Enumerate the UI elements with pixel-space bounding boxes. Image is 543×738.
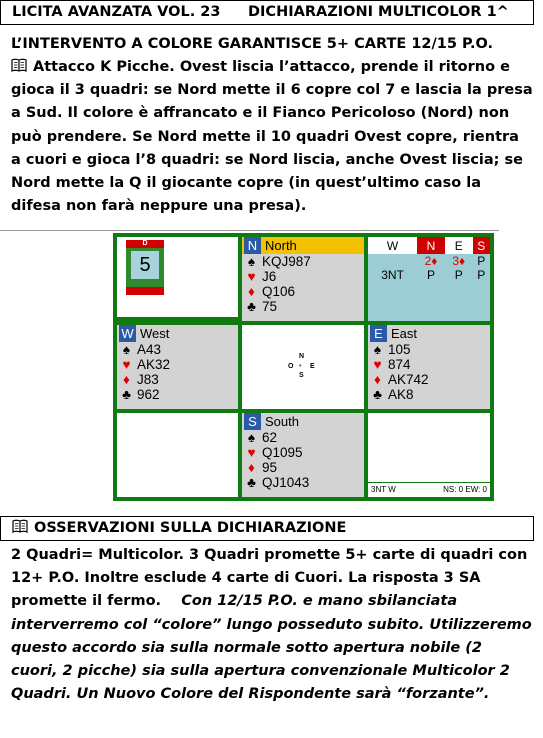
club-icon: ♣ [247, 299, 256, 314]
auction-bid: 3♦ [452, 254, 466, 268]
score: NS: 0 EW: 0 [443, 485, 487, 494]
compass-rose [288, 353, 316, 381]
auction-bid: 3NT [381, 268, 404, 282]
lead-text: Attacco K Picche. Ovest liscia l’attacco, prende il ritorno e gioca il 3 quadri: se Nord mette il 6 copre col 7 e lascia la presa a Sud. Il colore è affrancato e il Fianco Pericoloso (Nord) non può prendere. Se Nord mette il 10 quadri Ovest copre, rientra a cuori e gioca l’8 quadri: se Nord liscia, anche Ovest liscia; se Nord mette la Q il giocante copre (in quest’ultimo caso la difesa non farà neppure una presa). [11, 59, 533, 215]
south-label: South [265, 414, 299, 429]
auction-bid: P [427, 268, 436, 282]
auction-header-e: E [445, 237, 473, 254]
auction-box [368, 237, 490, 321]
auction-bid [368, 254, 417, 268]
vulnerability-bar [126, 287, 164, 295]
west-label: West [140, 326, 170, 341]
board-number-cell [117, 237, 238, 317]
book-title: LICITA AVANZATA VOL. 23 [12, 4, 221, 20]
west-spades: A43 [137, 342, 162, 357]
north-direction: N [244, 237, 261, 254]
chapter-title: DICHIARAZIONI MULTICOLOR 1^ [248, 4, 509, 20]
result-cell [368, 413, 490, 497]
east-hearts: 874 [388, 357, 411, 372]
book-icon [11, 58, 27, 72]
bridge-diagram [113, 233, 494, 501]
diamond-icon: ♦ [248, 460, 255, 475]
club-icon: ♣ [247, 475, 256, 490]
observations-header [0, 516, 534, 541]
west-clubs: 962 [137, 387, 160, 402]
diamond-icon: ♦ [248, 284, 255, 299]
compass-dot: • [299, 363, 302, 370]
club-icon: ♣ [122, 387, 131, 402]
compass-cell [242, 325, 364, 409]
auction-header-s: S [473, 237, 490, 254]
observations-italic: Con 12/15 P.O. e mano sbilanciata interverremo col “colore” lungo posseduto subito. Utilizzeremo questo accordo sia sulla normale sotto apertura nobile (2 cuori, 2 picche) sia sulla apertura convenzionale Multicolor 2 Quadri. Un Nuovo Colore del Rispondente sarà “forzante”. [11, 593, 532, 703]
east-label: East [391, 326, 418, 341]
auction-bid: P [454, 268, 463, 282]
compass-e: E [310, 363, 315, 370]
club-icon: ♣ [373, 387, 382, 402]
diamond-icon: ♦ [374, 372, 381, 387]
lead-paragraph [11, 56, 533, 218]
subtitle: L’INTERVENTO A COLORE GARANTISCE 5+ CARTE 12/15 P.O. [11, 36, 494, 52]
heart-icon: ♥ [373, 357, 382, 372]
spade-icon: ♠ [247, 430, 256, 445]
result-bar [368, 482, 490, 497]
auction-bid: 2♦ [424, 254, 438, 268]
board-number: 5 [131, 251, 159, 279]
divider [0, 230, 499, 231]
heart-icon: ♥ [247, 269, 256, 284]
north-hand [242, 237, 364, 321]
auction-bid: P [477, 254, 486, 268]
south-diamonds: 95 [262, 460, 278, 475]
compass-o: O [288, 363, 294, 370]
east-spades: 105 [388, 342, 411, 357]
dealer-marker: D [126, 240, 164, 248]
north-spades: KQJ987 [262, 254, 311, 269]
west-hearts: AK32 [137, 357, 171, 372]
spade-icon: ♠ [122, 342, 131, 357]
west-direction: W [119, 325, 136, 342]
board-card [126, 240, 164, 295]
east-direction: E [370, 325, 387, 342]
south-direction: S [244, 413, 261, 430]
west-diamonds: J83 [137, 372, 159, 387]
diamond-icon: ♦ [123, 372, 130, 387]
compass-s: S [299, 372, 304, 379]
title-bar [0, 0, 534, 25]
spade-icon: ♠ [373, 342, 382, 357]
south-spades: 62 [262, 430, 278, 445]
observations-title: OSSERVAZIONI SULLA DICHIARAZIONE [34, 520, 347, 536]
east-hand [368, 325, 490, 409]
observations-text: 2 Quadri= Multicolor. 3 Quadri promette 5+ carte di quadri con 12+ P.O. Inoltre esclude 4 carte di Cuori. La risposta 3 SA promette il fermo. [11, 547, 528, 610]
observations-paragraph [11, 544, 533, 706]
west-hand [117, 325, 238, 409]
south-clubs: QJ1043 [262, 475, 310, 490]
contract: 3NT W [371, 485, 396, 494]
spade-icon: ♠ [247, 254, 256, 269]
south-hearts: Q1095 [262, 445, 303, 460]
compass-n: N [299, 353, 305, 360]
north-clubs: 75 [262, 299, 278, 314]
east-diamonds: AK742 [388, 372, 429, 387]
east-clubs: AK8 [388, 387, 414, 402]
empty-cell [117, 413, 238, 497]
south-hand [242, 413, 364, 497]
heart-icon: ♥ [247, 445, 256, 460]
auction-bid: P [477, 268, 486, 282]
heart-icon: ♥ [122, 357, 131, 372]
auction-header-n: N [417, 237, 445, 254]
north-diamonds: Q106 [262, 284, 296, 299]
north-label: North [265, 238, 297, 253]
auction-table [368, 237, 490, 282]
book-icon [12, 519, 28, 533]
auction-header-w: W [368, 237, 417, 254]
north-hearts: J6 [262, 269, 277, 284]
